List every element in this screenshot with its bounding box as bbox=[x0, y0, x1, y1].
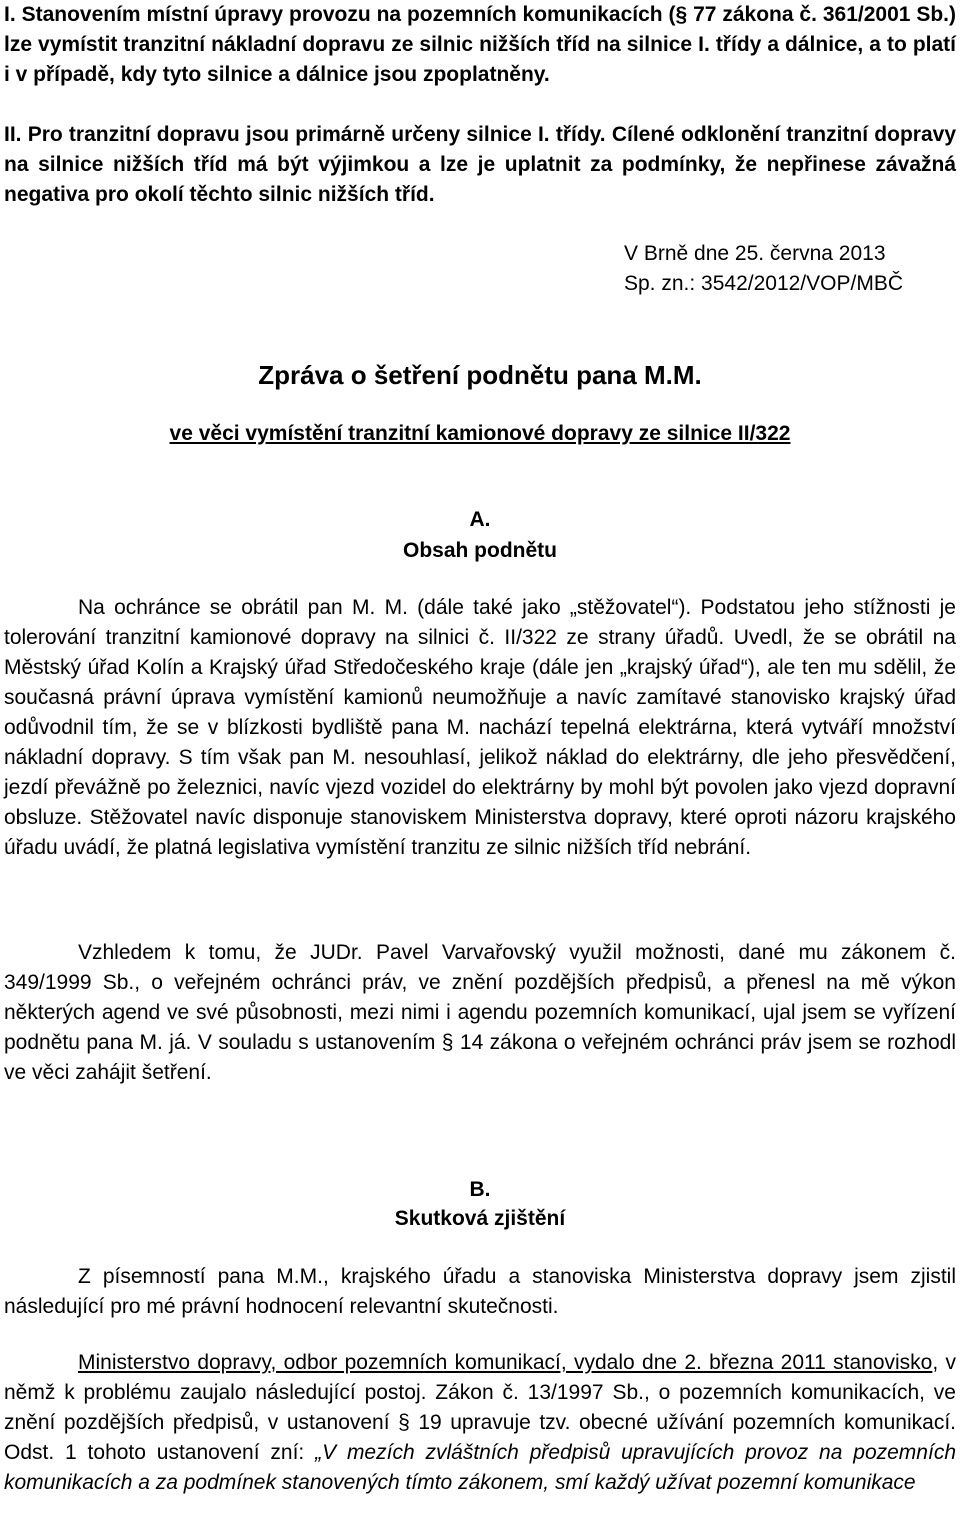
document-subtitle: ve věci vymístění tranzitní kamionové dopravy ze silnice II/322 bbox=[169, 422, 791, 445]
section-b-paragraph-2 bbox=[4, 1348, 956, 1498]
intro-paragraph-2: II. Pro tranzitní dopravu jsou primárně určeny silnice I. třídy. Cílené odklonění tranzitní dopravy na silnice nižších tříd má být výjimkou a lze je uplatnit za podmínky, že nepřinese závažná negativa pro okolí těchto silnic nižších tříd. bbox=[4, 123, 956, 206]
section-b-title: Skutková zjištění bbox=[394, 1207, 566, 1230]
section-a-title: Obsah podnětu bbox=[403, 539, 557, 562]
section-b-paragraph-1: Z písemností pana M.M., krajského úřadu a stanoviska Ministerstva dopravy jsem zjistil následující pro mé právní hodnocení relevantní skutečnosti. bbox=[4, 1265, 956, 1318]
intro-paragraph-1: I. Stanovením místní úpravy provozu na pozemních komunikacích (§ 77 zákona č. 361/2001 Sb.) lze vymístit tranzitní nákladní dopravu ze silnic nižších tříd na silnice I. třídy a dálnice, a to platí i v případě, kdy tyto silnice a dálnice jsou zpoplatněny. bbox=[4, 3, 956, 86]
section-b-letter: B. bbox=[469, 1178, 491, 1201]
reference-number: Sp. zn.: 3542/2012/VOP/MBČ bbox=[624, 272, 903, 295]
section-a-letter: A. bbox=[469, 508, 491, 531]
section-a-paragraph-1: Na ochránce se obrátil pan M. M. (dále také jako „stěžovatel“). Podstatou jeho stížnosti je tolerování tranzitní kamionové dopravy na silnici č. II/322 ze strany úřadů. Uvedl, že se obrátil na Městský úřad Kolín a Krajský úřad Středočeského kraje (dále jen „krajský úřad“), ale ten mu sdělil, že současná právní úprava vymístění kamionů neumožňuje a navíc zamítavé stanovisko krajský úřad odůvodnil tím, že se v blízkosti bydliště pana M. nachází tepelná elektrárna, která vytváří množství nákladní dopravy. S tím však pan M. nesouhlasí, jelikož náklad do elektrárny, dle jeho přesvědčení, jezdí převážně po železnici, navíc vjezd vozidel do elektrárny by mohl být povolen jako vjezd dopravní obsluze. Stěžovatel navíc disponuje stanoviskem Ministerstva dopravy, které oproti názoru krajského úřadu uvádí, že platná legislativa vymístění tranzitu ze silnic nižších tříd nebrání. bbox=[4, 596, 956, 859]
quoted-provision: „V mezích zvláštních předpisů upravujících provoz na pozemních komunikacích a za podmínek stanovených tímto zákonem, smí každý užívat pozemní komunikace bbox=[4, 1441, 956, 1494]
document-title: Zpráva o šetření podnětu pana M.M. bbox=[258, 360, 702, 390]
section-a-paragraph-2: Vzhledem k tomu, že JUDr. Pavel Varvařovský využil možnosti, dané mu zákonem č. 349/1999 Sb., o veřejném ochránci práv, ve znění pozdějších předpisů, a přenesl na mě výkon některých agend ve své působnosti, mezi nimi i agendu pozemních komunikací, ujal jsem se vyřízení podnětu pana M. já. V souladu s ustanovením § 14 zákona o veřejném ochránci práv jsem se rozhodl ve věci zahájit šetření. bbox=[4, 941, 956, 1084]
section-b-paragraph-2-text: , v němž k problému zaujalo následující postoj. Zákon č. 13/1997 Sb., o pozemních komunikacích, ve znění pozdějších předpisů, v ustanovení § 19 upravuje tzv. obecné užívání pozemních komunikací. Odst. 1 tohoto ustanovení zní: bbox=[4, 1351, 956, 1464]
date-line: V Brně dne 25. června 2013 bbox=[624, 242, 886, 265]
stanovisko-underlined: Ministerstvo dopravy, odbor pozemních komunikací, vydalo dne 2. března 2011 stanovisko bbox=[78, 1351, 933, 1374]
